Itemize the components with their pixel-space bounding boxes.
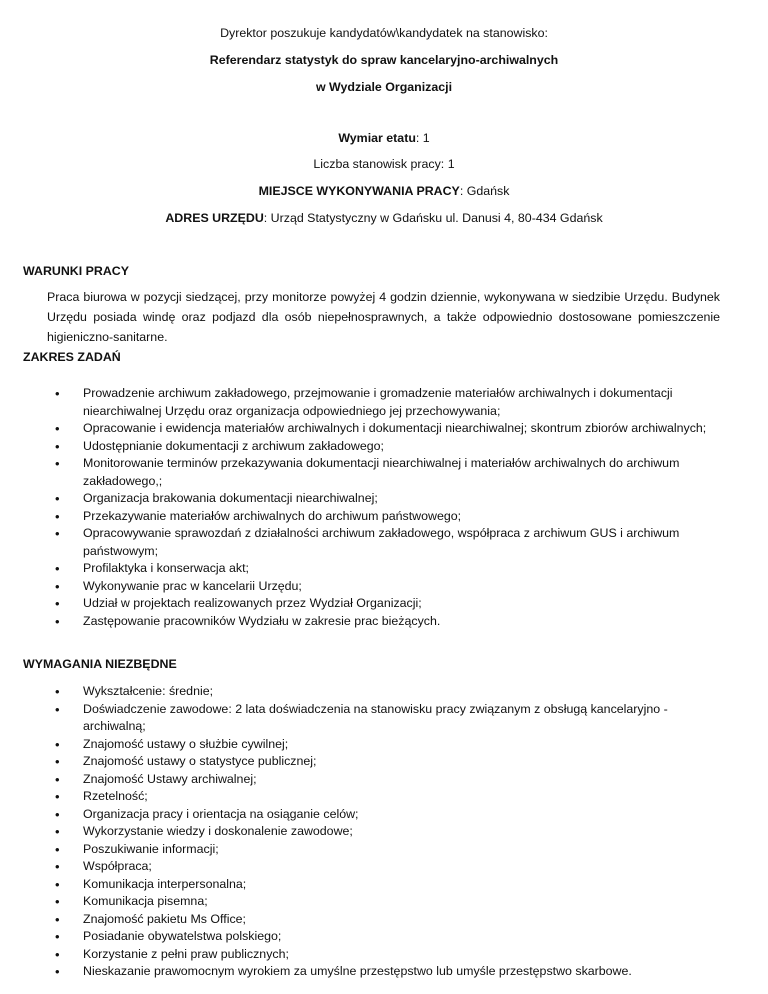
zakres-list	[55, 385, 715, 630]
list-item: • Monitorowanie terminów przekazywania dokumentacji niearchiwalnej i materiałów archiwalnych do archiwum zakładowego,;	[55, 455, 715, 490]
list-item: • Organizacja pracy i orientacja na osiąganie celów;	[55, 806, 715, 824]
list-item: • Wykorzystanie wiedzy i doskonalenie zawodowe;	[55, 823, 715, 841]
list-item: • Nieskazanie prawomocnym wyrokiem za umyślne przestępstwo lub umyśle przestępstwo skarbowe.	[55, 963, 715, 981]
list-item: • Poszukiwanie informacji;	[55, 841, 715, 859]
department-line: w Wydziale Organizacji	[315, 80, 453, 94]
list-item: • Znajomość ustawy o statystyce publicznej;	[55, 753, 715, 771]
list-item: • Rzetelność;	[55, 788, 715, 806]
miejsce-value: : Gdańsk	[459, 184, 510, 198]
list-item: • Wykonywanie prac w kancelarii Urzędu;	[55, 578, 715, 596]
adres-value: : Urząd Statystyczny w Gdańsku ul. Danusi 4, 80-434 Gdańsk	[263, 211, 603, 225]
wymagania-heading: WYMAGANIA NIEZBĘDNE	[23, 657, 177, 671]
list-item: • Udostępnianie dokumentacji z archiwum zakładowego;	[55, 438, 715, 456]
list-item: • Doświadczenie zawodowe: 2 lata doświadczenia na stanowisku pracy związanym z obsługą kancelaryjno -archiwalną;	[55, 701, 715, 736]
etat-line	[0, 131, 768, 145]
list-item: • Posiadanie obywatelstwa polskiego;	[55, 928, 715, 946]
wymagania-list	[55, 683, 715, 981]
list-item: • Profilaktyka i konserwacja akt;	[55, 560, 715, 578]
list-item: • Organizacja brakowania dokumentacji niearchiwalnej;	[55, 490, 715, 508]
list-item: • Komunikacja pisemna;	[55, 893, 715, 911]
intro-line: Dyrektor poszukuje kandydatów\kandydatek na stanowisko:	[220, 26, 548, 40]
zakres-heading: ZAKRES ZADAŃ	[23, 350, 121, 364]
warunki-heading: WARUNKI PRACY	[23, 264, 130, 278]
etat-label: Wymiar etatu	[338, 131, 416, 145]
miejsce-line	[0, 184, 768, 198]
list-item: • Znajomość Ustawy archiwalnej;	[55, 771, 715, 789]
adres-label: ADRES URZĘDU	[165, 211, 264, 225]
list-item: • Opracowywanie sprawozdań z działalności archiwum zakładowego, współpraca z archiwum GUS i archiwum państwowym;	[55, 525, 715, 560]
list-item: • Zastępowanie pracowników Wydziału w zakresie prac bieżących.	[55, 613, 715, 631]
adres-line	[0, 211, 768, 225]
list-item: • Znajomość pakietu Ms Office;	[55, 911, 715, 929]
list-item: • Przekazywanie materiałów archiwalnych do archiwum państwowego;	[55, 508, 715, 526]
list-item: • Znajomość ustawy o służbie cywilnej;	[55, 736, 715, 754]
stanowiska-line: Liczba stanowisk pracy: 1	[313, 157, 455, 171]
list-item: • Udział w projektach realizowanych przez Wydział Organizacji;	[55, 595, 715, 613]
list-item: • Opracowanie i ewidencja materiałów archiwalnych i dokumentacji niearchiwalnej; skontrum zbiorów archiwalnych;	[55, 420, 715, 438]
list-item: • Współpraca;	[55, 858, 715, 876]
etat-value: : 1	[415, 131, 430, 145]
warunki-text: Praca biurowa w pozycji siedzącej, przy monitorze powyżej 4 godzin dziennie, wykonywana w siedzibie Urzędu. Budynek Urzędu posiada windę oraz podjazd dla osób niepełnosprawnych, a także odpowiednio dostosowane pomieszczenie higieniczno-sanitarne.	[47, 290, 720, 344]
position-title: Referendarz statystyk do spraw kancelaryjno-archiwalnych	[209, 53, 559, 67]
list-item: • Korzystanie z pełni praw publicznych;	[55, 946, 715, 964]
list-item: • Prowadzenie archiwum zakładowego, przejmowanie i gromadzenie materiałów archiwalnych i dokumentacji niearchiwalnej Urzędu oraz organizacja odpowiedniego jej przechowywania;	[55, 385, 715, 420]
list-item: • Komunikacja interpersonalna;	[55, 876, 715, 894]
list-item: • Wykształcenie: średnie;	[55, 683, 715, 701]
miejsce-label: MIEJSCE WYKONYWANIA PRACY	[258, 184, 460, 198]
